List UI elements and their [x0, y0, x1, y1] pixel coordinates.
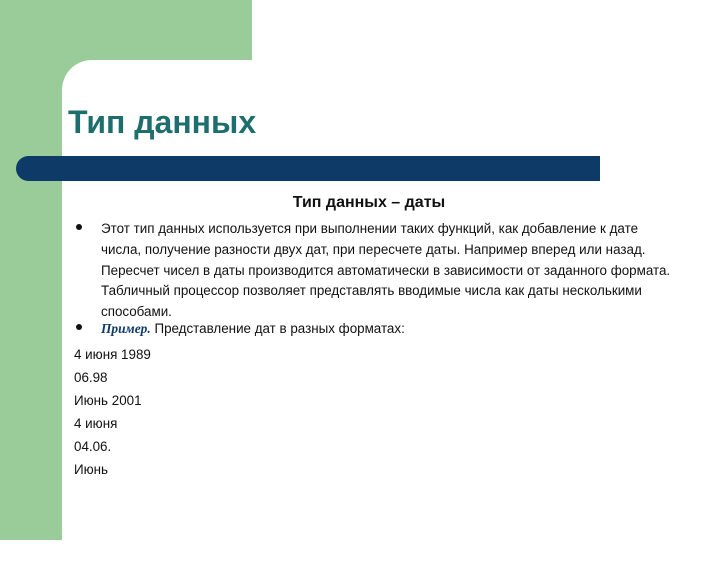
- bullet-item-example: [72, 319, 672, 340]
- slide-title: Тип данных: [68, 104, 257, 140]
- date-format-item: 4 июня: [74, 416, 118, 431]
- green-left-strip: [0, 0, 62, 540]
- bullet-text: [101, 319, 672, 340]
- date-format-list: [74, 343, 151, 481]
- example-lead: Пример.: [101, 321, 151, 336]
- title-underline-bar: [16, 156, 600, 181]
- date-format-item: 4 июня 1989: [74, 347, 151, 362]
- date-format-item: Июнь: [74, 462, 109, 477]
- date-format-item: 04.06.: [74, 439, 112, 454]
- example-text: Представление дат в разных форматах:: [150, 321, 405, 336]
- slide-subtitle: Тип данных – даты: [292, 194, 446, 211]
- bullet-dot-icon: [76, 224, 82, 230]
- date-format-item: 06.98: [74, 370, 108, 385]
- date-format-item: Июнь 2001: [74, 393, 142, 408]
- bullet-item-description: [72, 219, 672, 323]
- bullet-dot-icon: [76, 324, 82, 330]
- bullet-text: Этот тип данных используется при выполнении таких функций, как добавление к дате числа, получение разности двух дат, при пересчете даты. Например вперед или назад. Пересчет чисел в даты производится автоматически в зависимости от заданного формата. Табличный процессор позволяет представлять вводимые числа как даты несколькими способами.: [101, 221, 671, 320]
